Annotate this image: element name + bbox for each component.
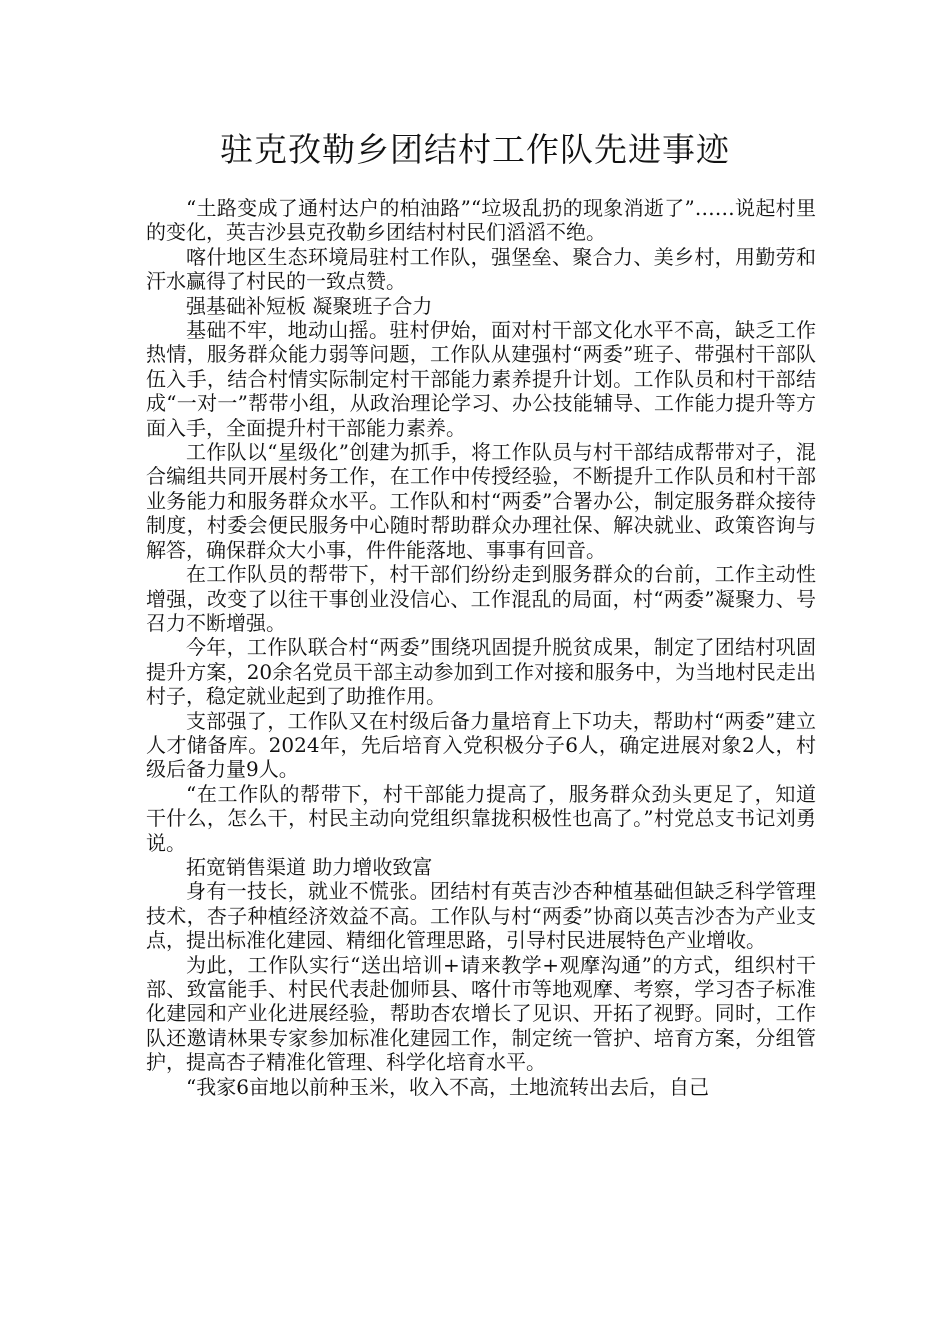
paragraph-reserve-talent: 支部强了，工作队又在村级后备力量培育上下功夫，帮助村“两委”建立人才储备库。2024年，先后培育入党积极分子6人，确定进展对象2人，村级后备力量9人。 bbox=[146, 708, 816, 782]
paragraph-training: 为此，工作队实行“送出培训+请来教学+观摩沟通”的方式，组织村干部、致富能手、村民代表赴伽师县、喀什市等地观摩、考察，学习杏子标准化建园和产业化进展经验，帮助杏农增长了见识、开拓了视野。同时，工作队还邀请林果专家参加标准化建园工作，制定统一管护、培育方案，分组管护，提高杏子精准化管理、科学化培育水平。 bbox=[146, 952, 816, 1075]
paragraph-this-year: 今年，工作队联合村“两委”围绕巩固提升脱贫成果，制定了团结村巩固提升方案，20余名党员干部主动参加到工作对接和服务中，为当地村民走出村子，稳定就业起到了助推作用。 bbox=[146, 635, 816, 709]
section-heading-foundation: 强基础补短板 凝聚班子合力 bbox=[186, 293, 433, 318]
paragraph-cadre-initiative: 在工作队员的帮带下，村干部们纷纷走到服务群众的台前，工作主动性增强，改变了以往干事创业没信心、工作混乱的局面，村“两委”凝聚力、号召力不断增强。 bbox=[146, 562, 816, 635]
document-title: 驻克孜勒乡团结村工作队先进事迹 bbox=[220, 130, 730, 169]
paragraph-villager-quote: “我家6亩地以前种玉米，收入不高，土地流转出去后，自己 bbox=[186, 1074, 709, 1099]
paragraph-apricot-industry: 身有一技长，就业不慌张。团结村有英吉沙杏种植基础但缺乏科学管理技术，杏子种植经济效益不高。工作队与村“两委”协商以英吉沙杏为产业支点，提出标准化建园、精细化管理思路，引导村民进展特色产业增收。 bbox=[146, 879, 816, 953]
paragraph-foundation: 基础不牢，地动山摇。驻村伊始，面对村干部文化水平不高，缺乏工作热情，服务群众能力弱等问题，工作队从建强村“两委”班子、带强村干部队伍入手，结合村情实际制定村干部能力素养提升计划。工作队员和村干部结成“一对一”帮带小组，从政治理论学习、办公技能辅导、工作能力提升等方面入手，全面提升村干部能力素养。 bbox=[146, 318, 816, 440]
paragraph-team-praise: 喀什地区生态环境局驻村工作队，强堡垒、聚合力、美乡村，用勤劳和汗水赢得了村民的一致点赞。 bbox=[146, 244, 816, 294]
paragraph-intro: “土路变成了通村达户的柏油路”“垃圾乱扔的现象消逝了”……说起村里的变化，英吉沙县克孜勒乡团结村村民们滔滔不绝。 bbox=[146, 196, 816, 245]
paragraph-star-rating: 工作队以“星级化”创建为抓手，将工作队员与村干部结成帮带对子，混合编组共同开展村务工作，在工作中传授经验，不断提升工作队员和村干部业务能力和服务群众水平。工作队和村“两委”合署办公，制定服务群众接待制度，村委会便民服务中心随时帮助群众办理社保、解决就业、政策咨询与解答，确保群众大小事，件件能落地、事事有回音。 bbox=[146, 440, 816, 562]
paragraph-secretary-quote: “在工作队的帮带下，村干部能力提高了，服务群众劲头更足了，知道干什么，怎么干，村民主动向党组织靠拢积极性也高了。”村党总支书记刘勇说。 bbox=[146, 781, 816, 855]
section-heading-sales: 拓宽销售渠道 助力增收致富 bbox=[186, 854, 433, 879]
document-body bbox=[146, 196, 816, 1099]
